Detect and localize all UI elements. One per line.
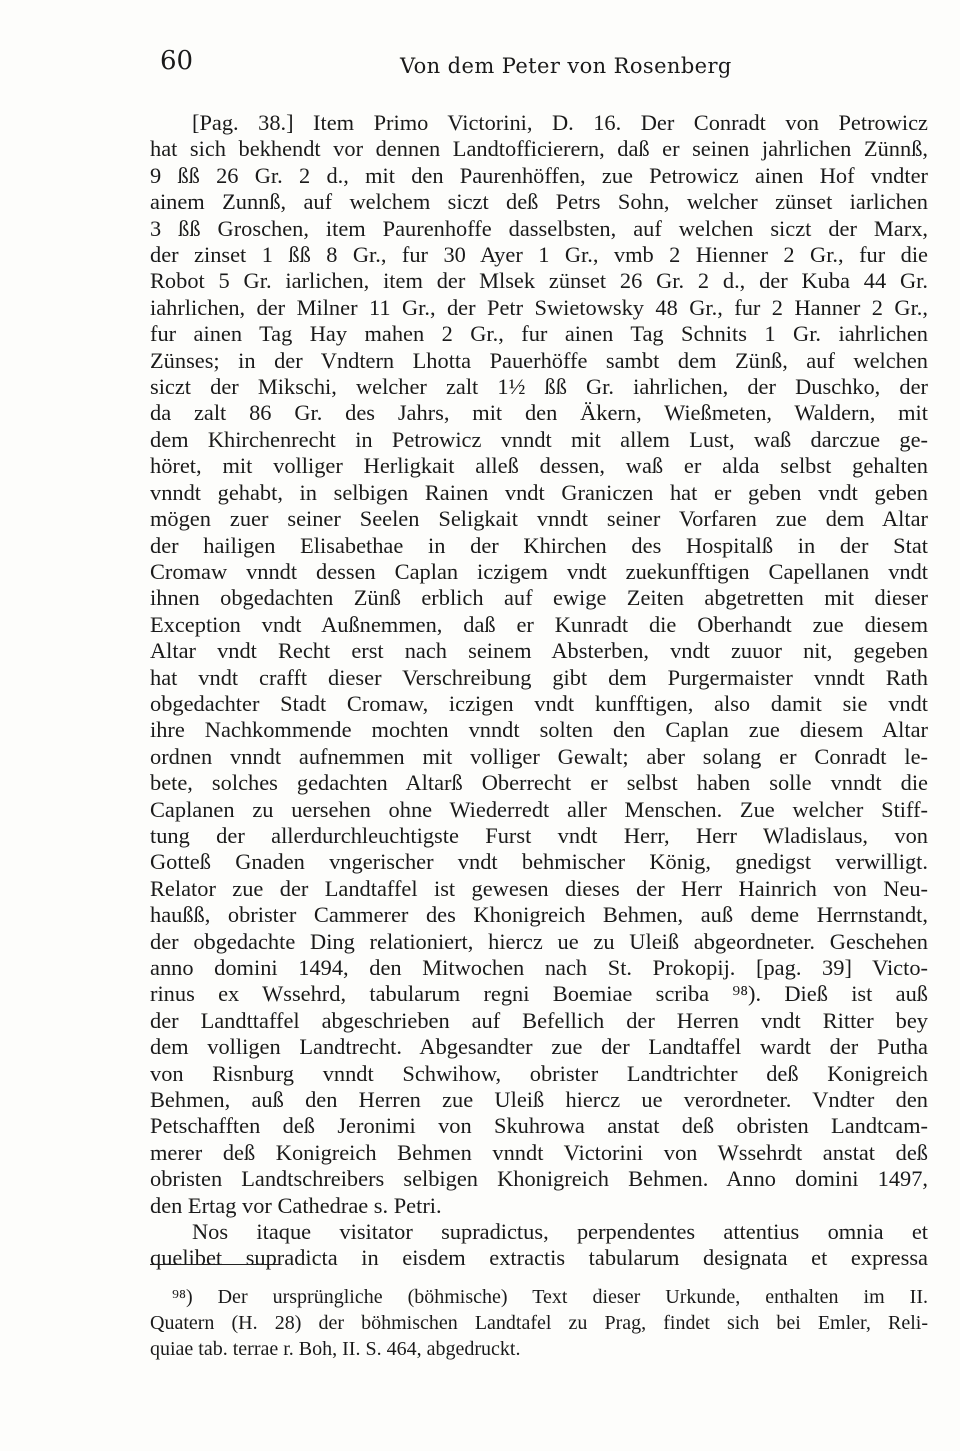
text-line: dem Khirchenrecht in Petrowicz vnndt mit allem Lust, waß darczue ge- xyxy=(150,426,928,452)
text-line: hat vndt crafft dieser Verschreibung gibt dem Purgermaister vnndt Rath xyxy=(150,664,928,690)
text-line: rinus ex Wssehrd, tabularum regni Boemiae scriba ⁹⁸). Dieß ist auß xyxy=(150,981,928,1007)
text-line: der obgedachte Ding relationiert, hiercz ue zu Uleiß abgeordneter. Geschehen xyxy=(150,928,928,954)
text-line: Petschafften deß Jeronimi von Skuhrowa anstat deß obristen Landtcam- xyxy=(150,1113,928,1139)
text-line: Relator zue der Landtaffel ist gewesen dieses der Herr Hainrich von Neu- xyxy=(150,875,928,901)
text-line: vnndt gehabt, in selbigen Rainen vndt Graniczen hat er geben vndt geben xyxy=(150,479,928,505)
page-number: 60 xyxy=(160,46,194,76)
page-header xyxy=(150,44,920,84)
text-line: 9 ßß 26 Gr. 2 d., mit den Paurenhöffen, zue Petrowicz ainen Hof vndter xyxy=(150,162,928,188)
text-line: höret, mit volliger Herligkait alleß dessen, waß er alda selbst gehalten xyxy=(150,453,928,479)
text-line: der zinset 1 ßß 8 Gr., fur 30 Ayer 1 Gr., vmb 2 Hienner 2 Gr., fur die xyxy=(150,242,928,268)
text-line: Exception vndt Außnemmen, daß er Kunradt die Oberhandt zue diesem xyxy=(150,611,928,637)
text-line: ihnen obgedachten Zünß erblich auf ewige Zeiten abgetretten mit dieser xyxy=(150,585,928,611)
text-line: ihre Nachkommende mochten vnndt solten den Caplan zue diesem Altar xyxy=(150,717,928,743)
text-line: Cromaw vnndt dessen Caplan iczigem vndt zuekunfftigen Capellanen vndt xyxy=(150,558,928,584)
footnote-rule xyxy=(150,1264,280,1265)
running-head: Von dem Peter von Rosenberg xyxy=(400,54,732,78)
text-line: 3 ßß Groschen, item Paurenhoffe dasselbsten, auf welchen siczt der Marx, xyxy=(150,215,928,241)
text-line: haußß, obrister Cammerer des Khonigreich Behmen, auß deme Herrnstandt, xyxy=(150,902,928,928)
text-line: von Risnburg vnndt Schwihow, obrister Landtrichter deß Konigreich xyxy=(150,1060,928,1086)
text-line: tung der allerdurchleuchtigste Furst vndt Herr, Herr Wladislaus, von xyxy=(150,822,928,848)
text-line: mögen zuer seiner Seelen Seligkait vnndt seiner Vorfaren zue dem Altar xyxy=(150,506,928,532)
footnote-line: ⁹⁸) Der ursprüngliche (böhmische) Text dieser Urkunde, enthalten im II. xyxy=(172,1286,928,1308)
text-line: Caplanen zu uersehen ohne Wiederredt aller Menschen. Zue welcher Stiff- xyxy=(150,796,928,822)
text-line: merer deß Konigreich Behmen vnndt Victorini von Wssehrdt anstat deß xyxy=(150,1139,928,1165)
text-line: da zalt 86 Gr. des Jahrs, mit den Äkern, Wießmeten, Waldern, mit xyxy=(150,400,928,426)
text-line: der Landttaffel abgeschrieben auf Befellich der Herren vndt Ritter bey xyxy=(150,1007,928,1033)
text-line: Robot 5 Gr. iarlichen, item der Mlsek zünset 26 Gr. 2 d., der Kuba 44 Gr. xyxy=(150,268,928,294)
text-line: [Pag. 38.] Item Primo Victorini, D. 16. Der Conradt von Petrowicz xyxy=(192,110,928,135)
text-line: anno domini 1494, den Mitwochen nach St. Prokopij. [pag. 39] Victo- xyxy=(150,955,928,980)
text-line: iahrlichen, der Milner 11 Gr., der Petr Swietowsky 48 Gr., fur 2 Hanner 2 Gr., xyxy=(150,294,928,320)
text-line: bete, solches gedachten Altarß Oberrecht er selbst haben solle vnndt die xyxy=(150,770,928,796)
text-line: ordnen vnndt aufnemmen mit volliger Gewalt; aber solang er Conradt le- xyxy=(150,743,928,769)
text-line: dem volligen Landtrecht. Abgesandter zue der Landtaffel wardt der Putha xyxy=(150,1034,928,1060)
text-line: Altar vndt Recht erst nach seinem Absterben, vndt zuuor nit, gegeben xyxy=(150,638,928,664)
text-line: siczt der Mikschi, welcher zalt 1½ ßß Gr. iahrlichen, der Duschko, der xyxy=(150,374,928,400)
text-line: Zünses; in der Vndtern Lhotta Pauerhöffe sambt dem Zünß, auf welchen xyxy=(150,347,928,373)
body-text xyxy=(150,110,928,1272)
text-line: Behmen, auß den Herren zue Uleiß hiercz ue verordneter. Vndter den xyxy=(150,1087,928,1113)
footnote-line: quiae tab. terrae r. Boh, II. S. 464, abgedruckt. xyxy=(150,1338,521,1360)
text-line: fur ainen Tag Hay mahen 2 Gr., fur ainen Tag Schnits 1 Gr. iahrlichen xyxy=(150,321,928,347)
text-line: obgedachter Stadt Cromaw, iczigen vndt kunfftigen, also damit sie vndt xyxy=(150,690,928,716)
text-line: Nos itaque visitator supradictus, perpendentes attentius omnia et xyxy=(192,1219,928,1245)
footnote xyxy=(150,1284,928,1362)
text-line: der hailigen Elisabethae in der Khirchen des Hospitalß in der Stat xyxy=(150,532,928,558)
text-line: Gotteß Gnaden vngerischer vndt behmischer König, gnedigst verwilligt. xyxy=(150,849,928,875)
text-line: hat sich bekhendt vor dennen Landtofficierern, daß er seinen jahrlichen Zünnß, xyxy=(150,136,928,162)
footnote-line: Quatern (H. 28) der böhmischen Landtafel zu Prag, findet sich bei Emler, Reli- xyxy=(150,1312,928,1334)
text-line: ainem Zunnß, auf welchem siczt deß Petrs Sohn, welcher zünset iarlichen xyxy=(150,189,928,215)
text-line: obristen Landtschreibers selbigen Khonigreich Behmen. Anno domini 1497, xyxy=(150,1166,928,1192)
text-line: den Ertag vor Cathedrae s. Petri. xyxy=(150,1192,442,1218)
text-line: quelibet supradicta in eisdem extractis tabularum designata et expressa xyxy=(150,1245,928,1271)
